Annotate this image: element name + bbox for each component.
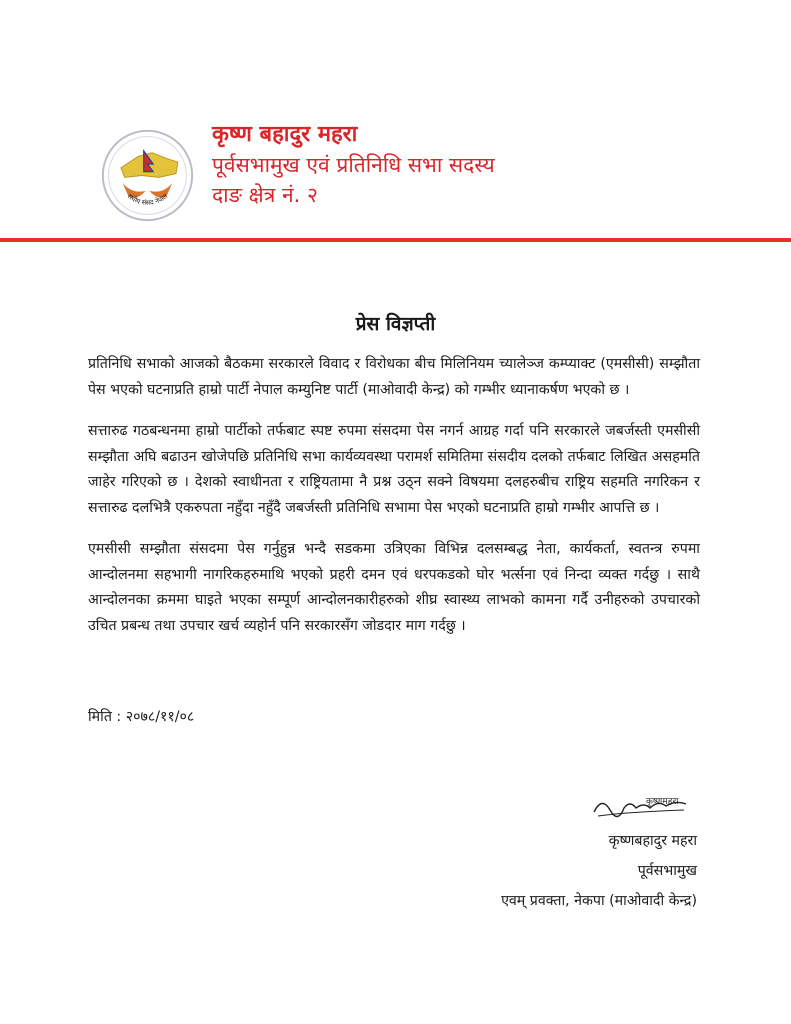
document-date: मिति : २०७८/११/०८ xyxy=(88,709,195,725)
signatory-block xyxy=(501,826,697,916)
header-constituency: दाङ क्षेत्र नं. २ xyxy=(212,183,318,207)
header-name: कृष्ण बहादुर महरा xyxy=(212,122,358,147)
handwritten-signature xyxy=(588,790,698,824)
document-body xyxy=(88,352,700,655)
svg-text:कृष्णमहरा: कृष्णमहरा xyxy=(646,797,679,807)
signatory-role: एवम् प्रवक्ता, नेकपा (माओवादी केन्द्र) xyxy=(501,893,697,909)
document-title: प्रेस विज्ञप्ती xyxy=(355,313,436,335)
sangh-logo-icon xyxy=(100,128,195,223)
signatory-name: कृष्णबहादुर महरा xyxy=(608,833,697,849)
header-divider xyxy=(0,238,791,242)
paragraph-2: सत्तारुढ गठबन्धनमा हाम्रो पार्टीको तर्फबाट स्पष्ट रुपमा संसदमा पेस नगर्न आग्रह गर्दा पनि सरकारले जबर्जस्ती एमसीसी सम्झौता अघि बढाउन खोजेपछि प्रतिनिधि सभा कार्यव्यवस्था परामर्श समितिमा संसदीय दलको तर्फबाट लिखित असहमति जाहेर गरिएको छ । देशको स्वाधीनता र राष्ट्रियतामा नै प्रश्न उठ्न सक्ने विषयमा दलहरुबीच राष्ट्रिय सहमति नगरिकन र सत्तारुढ दलभित्रै एकरुपता नहुँदा नहुँदै जबर्जस्ती प्रतिनिधि सभामा पेस भएको घटनाप्रति हाम्रो गम्भीर आपत्ति छ । xyxy=(88,423,700,516)
paragraph-1: प्रतिनिधि सभाको आजको बैठकमा सरकारले विवाद र विरोधका बीच मिलिनियम च्यालेञ्ज कम्प्याक्ट (एमसीसी) सम्झौता पेस भएको घटनाप्रति हाम्रो पार्टी नेपाल कम्युनिष्ट पार्टी (माओवादी केन्द्र) को गम्भीर ध्यानाकर्षण भएको छ । xyxy=(88,356,700,398)
header-designation: पूर्वसभामुख एवं प्रतिनिधि सभा सदस्य xyxy=(212,153,495,177)
svg-text:संघीय संसद नेपाल: संघीय संसद नेपाल xyxy=(125,192,170,207)
letterhead xyxy=(212,120,495,210)
paragraph-3: एमसीसी सम्झौता संसदमा पेस गर्नुहुन्न भन्दै सडकमा उत्रिएका विभिन्न दलसम्बद्ध नेता, कार्यकर्ता, स्वतन्त्र रुपमा आन्दोलनमा सहभागी नागरिकहरुमाथि भएको प्रहरी दमन एवं धरपकडको घोर भर्त्सना एवं निन्दा व्यक्त गर्दछु । साथै आन्दोलनका क्रममा घाइते भएका सम्पूर्ण आन्दोलनकारीहरुको शीघ्र स्वास्थ्य लाभको कामना गर्दै उनीहरुको उपचारको उचित प्रबन्ध तथा उपचार खर्च व्यहोर्न पनि सरकारसँग जोडदार माग गर्दछु । xyxy=(88,541,700,634)
signatory-title: पूर्वसभामुख xyxy=(637,863,697,879)
